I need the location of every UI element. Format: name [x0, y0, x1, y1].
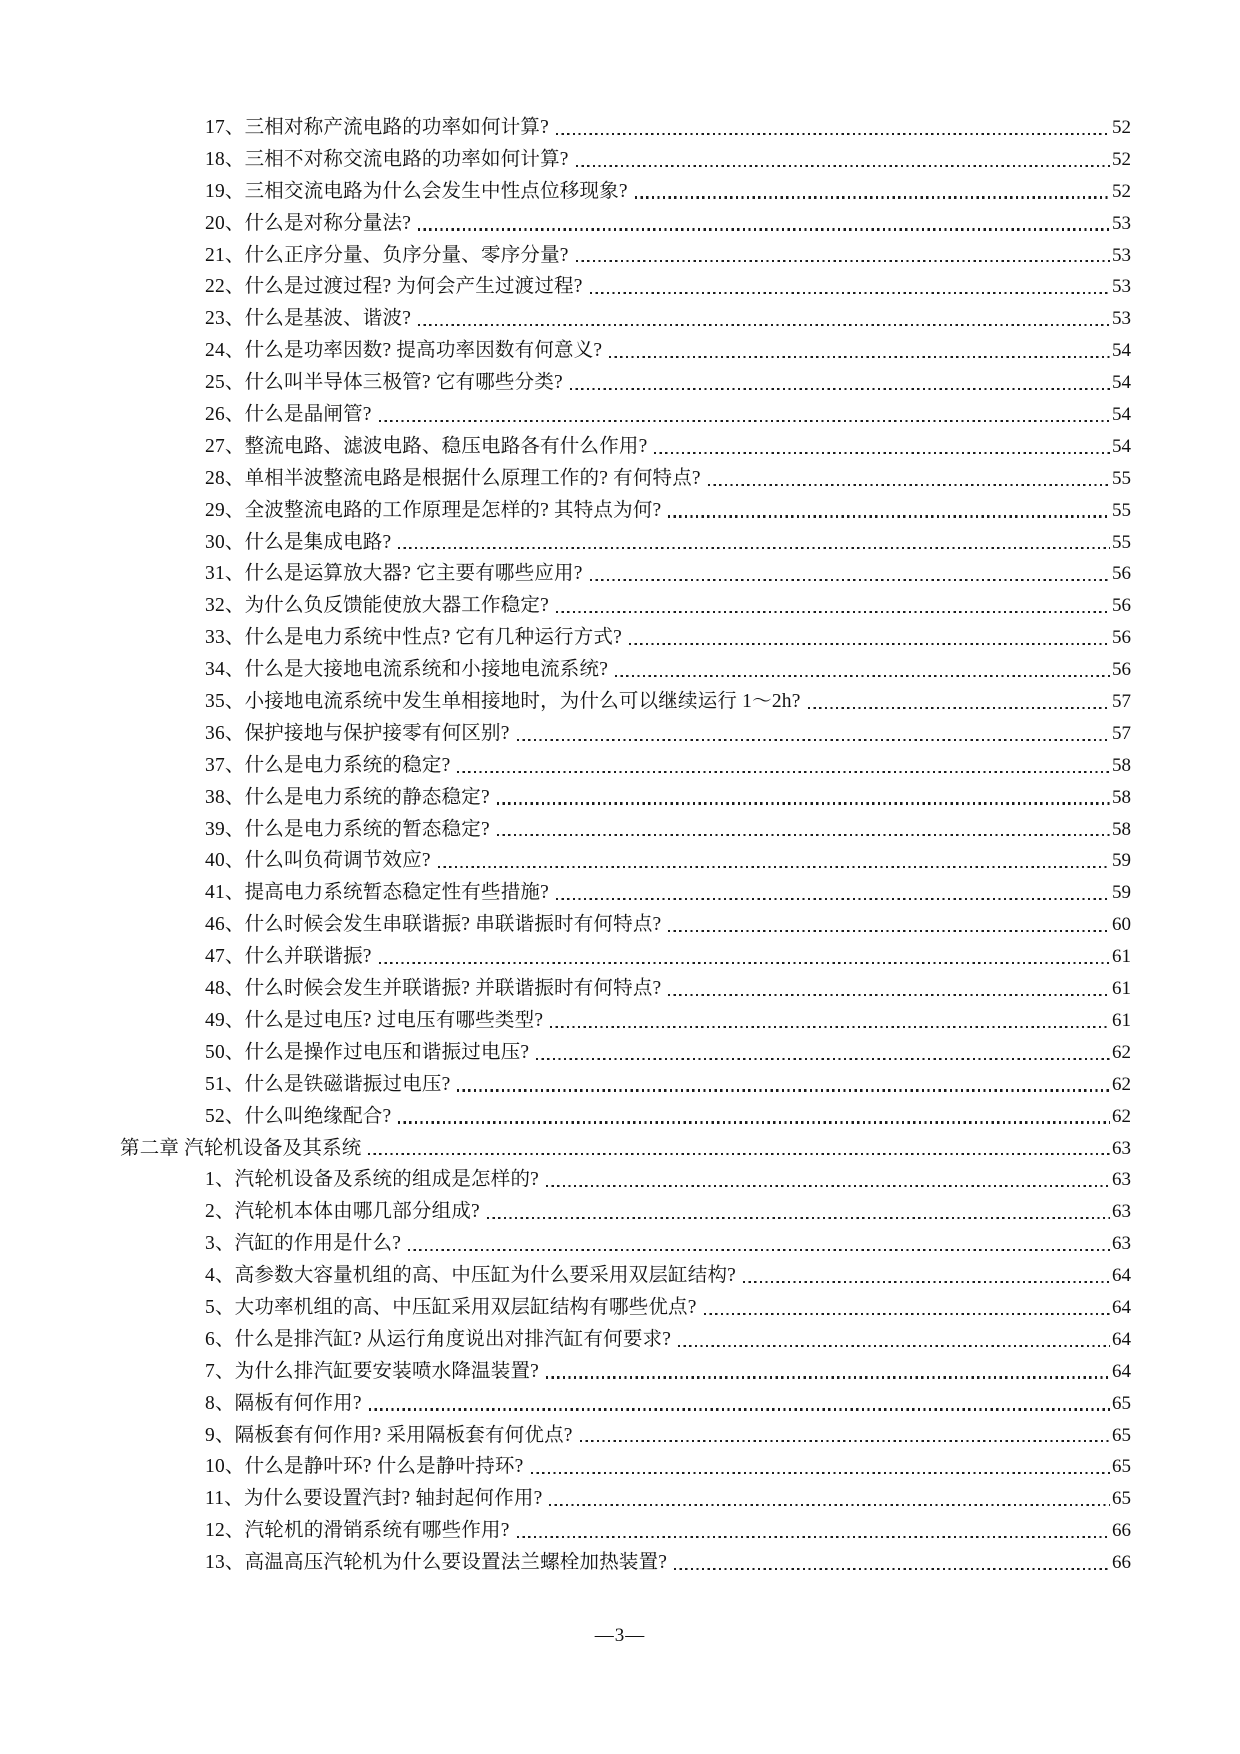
dot-leader [379, 420, 1110, 422]
toc-row [120, 1196, 1131, 1228]
dot-leader [398, 1121, 1110, 1123]
dot-leader [635, 196, 1110, 198]
toc-entry-page: 62 [1112, 1041, 1131, 1063]
toc-row [120, 1547, 1131, 1579]
dot-leader [576, 260, 1110, 262]
dot-leader [497, 802, 1110, 804]
toc-entry-page: 63 [1112, 1201, 1131, 1223]
toc-entry-label: 10、什么是静叶环? 什么是静叶持环? [205, 1456, 524, 1478]
dot-leader [708, 484, 1110, 486]
dot-leader [704, 1313, 1110, 1315]
dot-leader [590, 579, 1110, 581]
toc-row [120, 973, 1131, 1005]
toc-row [120, 558, 1131, 590]
toc-entry-page: 55 [1112, 467, 1131, 489]
toc-entry-label: 52、什么叫绝缘配合? [205, 1105, 392, 1127]
toc-entry-page: 52 [1112, 148, 1131, 170]
toc-entry-page: 64 [1112, 1360, 1131, 1382]
toc-row [120, 622, 1131, 654]
toc-entry-page: 53 [1112, 212, 1131, 234]
toc-row [120, 335, 1131, 367]
dot-leader [580, 1440, 1110, 1442]
dot-leader [808, 707, 1110, 709]
toc-row [120, 1292, 1131, 1324]
toc-entry-label: 46、什么时候会发生串联谐振? 串联谐振时有何特点? [205, 914, 662, 936]
toc-entry-label: 51、什么是铁磁谐振过电压? [205, 1073, 451, 1095]
toc-entry-page: 58 [1112, 754, 1131, 776]
dot-leader [418, 228, 1110, 230]
dot-leader [550, 1026, 1110, 1028]
toc-entry-label: 27、整流电路、滤波电路、稳压电路各有什么作用? [205, 435, 648, 457]
toc-row [120, 1037, 1131, 1069]
toc-entry-page: 56 [1112, 595, 1131, 617]
toc-row [120, 144, 1131, 176]
toc-entry-label: 38、什么是电力系统的静态稳定? [205, 786, 490, 808]
toc-row [120, 718, 1131, 750]
toc-row [120, 1324, 1131, 1356]
toc-entry-page: 61 [1112, 946, 1131, 968]
toc-entry-label: 1、汽轮机设备及系统的组成是怎样的? [205, 1169, 540, 1191]
toc-row [120, 463, 1131, 495]
toc-row [120, 1515, 1131, 1547]
toc-entry-label: 36、保护接地与保护接零有何区别? [205, 722, 510, 744]
toc-row [120, 1260, 1131, 1292]
toc-entry-label: 25、什么叫半导体三极管? 它有哪些分类? [205, 372, 563, 394]
toc-entry-page: 55 [1112, 531, 1131, 553]
toc-entry-label: 11、为什么要设置汽封? 轴封起何作用? [205, 1488, 543, 1510]
dot-leader [368, 1153, 1110, 1155]
toc-entry-label: 6、什么是排汽缸? 从运行角度说出对排汽缸有何要求? [205, 1328, 672, 1350]
toc-row [120, 1228, 1131, 1260]
toc-chapter-row [120, 1133, 1131, 1165]
toc-entry-page: 66 [1112, 1520, 1131, 1542]
dot-leader [536, 1058, 1110, 1060]
toc-entry-page: 64 [1112, 1265, 1131, 1287]
toc-entry-label: 5、大功率机组的高、中压缸采用双层缸结构有哪些优点? [205, 1296, 697, 1318]
toc-entry-page: 64 [1112, 1328, 1131, 1350]
dot-leader [674, 1568, 1110, 1570]
toc-entry-page: 57 [1112, 722, 1131, 744]
toc-row [120, 303, 1131, 335]
toc-entry-label: 17、三相对称产流电路的功率如何计算? [205, 117, 549, 138]
dot-leader [615, 675, 1110, 677]
toc-row [120, 782, 1131, 814]
toc-row [120, 495, 1131, 527]
dot-leader [668, 515, 1110, 517]
toc-entry-label: 28、单相半波整流电路是根据什么原理工作的? 有何特点? [205, 467, 701, 489]
toc-entry-label: 30、什么是集成电路? [205, 531, 392, 553]
toc-entry-page: 63 [1112, 1233, 1131, 1255]
toc-entry-page: 54 [1112, 372, 1131, 394]
toc-row [120, 527, 1131, 559]
dot-leader [438, 866, 1110, 868]
toc-entry-page: 65 [1112, 1488, 1131, 1510]
toc-row [120, 431, 1131, 463]
toc-entry-page: 55 [1112, 499, 1131, 521]
toc-row [120, 750, 1131, 782]
toc-entry-page: 61 [1112, 1009, 1131, 1031]
dot-leader [609, 356, 1110, 358]
toc-entry-page: 65 [1112, 1424, 1131, 1446]
toc-entry-label: 8、隔板有何作用? [205, 1392, 362, 1414]
dot-leader [743, 1281, 1110, 1283]
dot-leader [668, 930, 1110, 932]
toc-entry-page: 59 [1112, 850, 1131, 872]
toc-entry-page: 65 [1112, 1456, 1131, 1478]
dot-leader [570, 388, 1110, 390]
toc-entry-label: 23、什么是基波、谐波? [205, 308, 412, 330]
toc-entry-label: 12、汽轮机的滑销系统有哪些作用? [205, 1520, 510, 1542]
toc-row [120, 271, 1131, 303]
toc-row [120, 112, 1131, 144]
dot-leader [369, 1408, 1110, 1410]
toc-row [120, 909, 1131, 941]
dot-leader [678, 1345, 1110, 1347]
dot-leader [654, 452, 1110, 454]
toc-row [120, 208, 1131, 240]
toc-row [120, 814, 1131, 846]
toc-entry-page: 52 [1112, 180, 1131, 202]
toc-entry-label: 39、什么是电力系统的暂态稳定? [205, 818, 490, 840]
toc-row [120, 1483, 1131, 1515]
toc-entry-page: 54 [1112, 340, 1131, 362]
dot-leader [418, 324, 1110, 326]
toc-entry-label: 18、三相不对称交流电路的功率如何计算? [205, 148, 569, 170]
toc-entry-label: 20、什么是对称分量法? [205, 212, 412, 234]
toc-entry-page: 66 [1112, 1552, 1131, 1574]
toc-chapter-label: 第二章 汽轮机设备及其系统 [120, 1137, 362, 1159]
toc-row [120, 1069, 1131, 1101]
dot-leader [549, 1504, 1110, 1506]
toc-entry-page: 56 [1112, 659, 1131, 681]
toc-entry-page: 54 [1112, 404, 1131, 426]
toc-row [120, 1164, 1131, 1196]
toc-entry-label: 24、什么是功率因数? 提高功率因数有何意义? [205, 340, 603, 362]
toc-entry-page: 56 [1112, 563, 1131, 585]
toc-entry-page: 62 [1112, 1073, 1131, 1095]
toc-entry-page: 63 [1112, 1137, 1131, 1159]
toc-entry-page: 57 [1112, 691, 1131, 713]
toc-entry-label: 3、汽缸的作用是什么? [205, 1233, 402, 1255]
toc-entry-label: 9、隔板套有何作用? 采用隔板套有何优点? [205, 1424, 573, 1446]
dot-leader [668, 994, 1110, 996]
page-number-footer: —3— [594, 1624, 646, 1646]
toc-row [120, 176, 1131, 208]
toc-entry-page: 59 [1112, 882, 1131, 904]
dot-leader [556, 898, 1110, 900]
toc-entry-label: 7、为什么排汽缸要安装喷水降温装置? [205, 1360, 540, 1382]
dot-leader [398, 547, 1110, 549]
dot-leader [497, 834, 1110, 836]
toc-row [120, 240, 1131, 272]
toc-entry-label: 31、什么是运算放大器? 它主要有哪些应用? [205, 563, 583, 585]
dot-leader [629, 643, 1110, 645]
dot-leader [408, 1249, 1110, 1251]
toc-entry-label: 29、全波整流电路的工作原理是怎样的? 其特点为何? [205, 499, 662, 521]
toc-row [120, 941, 1131, 973]
toc-row [120, 845, 1131, 877]
toc-row [120, 367, 1131, 399]
dot-leader [487, 1217, 1110, 1219]
toc-row [120, 877, 1131, 909]
toc-entry-label: 4、高参数大容量机组的高、中压缸为什么要采用双层缸结构? [205, 1265, 737, 1287]
toc-entry-page: 65 [1112, 1392, 1131, 1414]
toc-entry-page: 53 [1112, 276, 1131, 298]
toc-row [120, 654, 1131, 686]
toc-entry-label: 40、什么叫负荷调节效应? [205, 850, 431, 872]
toc-entry-label: 22、什么是过渡过程? 为何会产生过渡过程? [205, 276, 583, 298]
toc-entry-label: 41、提高电力系统暂态稳定性有些措施? [205, 882, 549, 904]
dot-leader [546, 1376, 1110, 1378]
toc-entry-label: 35、小接地电流系统中发生单相接地时，为什么可以继续运行 1～2h? [205, 691, 801, 713]
toc-row [120, 1101, 1131, 1133]
toc-row [120, 1420, 1131, 1452]
toc-entry-page: 62 [1112, 1105, 1131, 1127]
toc-entry-label: 32、为什么负反馈能使放大器工作稳定? [205, 595, 549, 617]
toc-entry-page: 54 [1112, 435, 1131, 457]
toc-entry-label: 48、什么时候会发生并联谐振? 并联谐振时有何特点? [205, 978, 662, 1000]
dot-leader [531, 1472, 1111, 1474]
dot-leader [457, 1089, 1110, 1091]
toc-row [120, 1005, 1131, 1037]
toc-row [120, 590, 1131, 622]
toc-entry-label: 13、高温高压汽轮机为什么要设置法兰螺栓加热装置? [205, 1552, 668, 1574]
toc-entry-page: 64 [1112, 1296, 1131, 1318]
toc-entry-page: 61 [1112, 978, 1131, 1000]
toc-entry-page: 56 [1112, 627, 1131, 649]
toc-entry-page: 53 [1112, 308, 1131, 330]
toc-entry-label: 19、三相交流电路为什么会发生中性点位移现象? [205, 180, 628, 202]
toc-entry-page: 63 [1112, 1169, 1131, 1191]
dot-leader [379, 962, 1110, 964]
toc-entry-page: 52 [1112, 117, 1131, 138]
dot-leader [590, 292, 1110, 294]
dot-leader [546, 1185, 1110, 1187]
toc-entry-label: 34、什么是大接地电流系统和小接地电流系统? [205, 659, 609, 681]
toc-row [120, 399, 1131, 431]
dot-leader [517, 1536, 1110, 1538]
dot-leader [556, 611, 1110, 613]
toc-entry-page: 53 [1112, 244, 1131, 266]
toc-entry-label: 26、什么是晶闸管? [205, 404, 372, 426]
toc-row [120, 1388, 1131, 1420]
toc-entry-page: 58 [1112, 818, 1131, 840]
toc-entry-label: 49、什么是过电压? 过电压有哪些类型? [205, 1009, 544, 1031]
toc-entry-label: 33、什么是电力系统中性点? 它有几种运行方式? [205, 627, 622, 649]
toc-entry-page: 60 [1112, 914, 1131, 936]
dot-leader [517, 739, 1110, 741]
toc-entry-label: 47、什么并联谐振? [205, 946, 372, 968]
toc-row [120, 1451, 1131, 1483]
toc-row [120, 686, 1131, 718]
dot-leader [457, 771, 1110, 773]
toc-entry-label: 50、什么是操作过电压和谐振过电压? [205, 1041, 530, 1063]
toc-entry-label: 37、什么是电力系统的稳定? [205, 754, 451, 776]
toc-entry-page: 58 [1112, 786, 1131, 808]
dot-leader [556, 133, 1110, 135]
toc-entry-label: 2、汽轮机本体由哪几部分组成? [205, 1201, 480, 1223]
toc-entry-label: 21、什么正序分量、负序分量、零序分量? [205, 244, 569, 266]
toc-row [120, 1356, 1131, 1388]
dot-leader [576, 165, 1110, 167]
